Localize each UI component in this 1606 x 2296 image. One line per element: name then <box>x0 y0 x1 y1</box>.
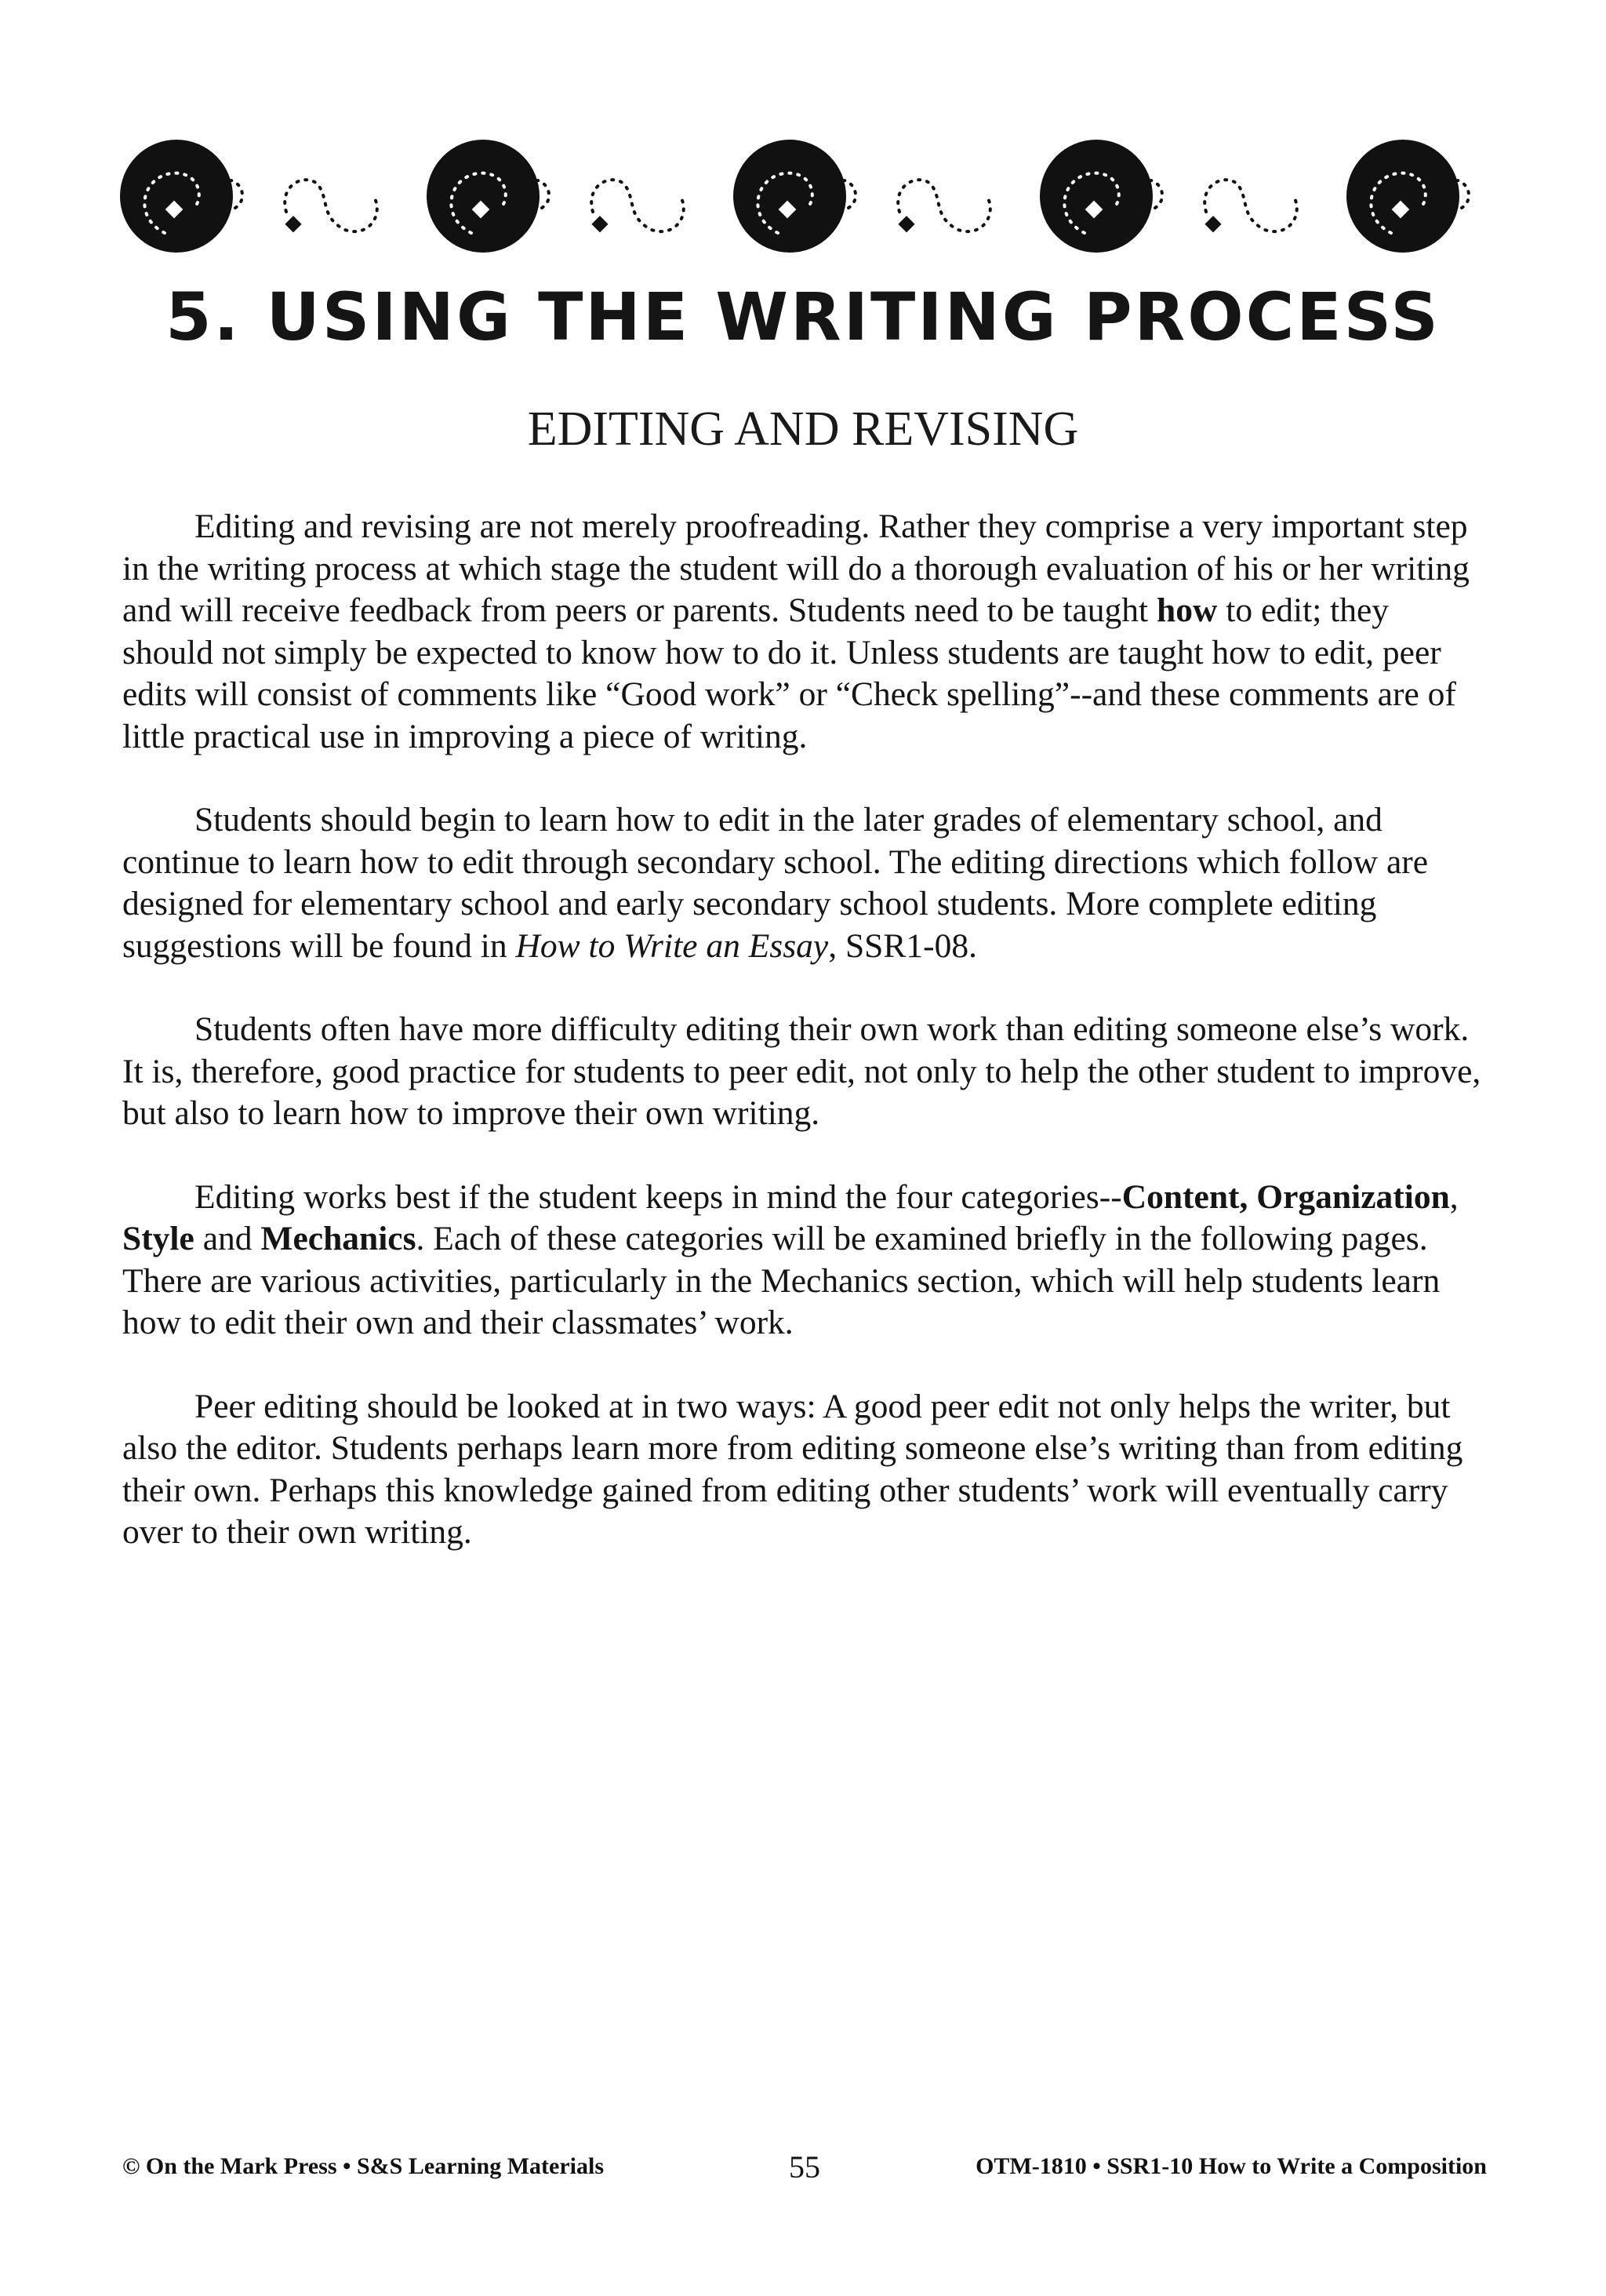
paragraph-text: Students should begin to learn how to edit in the later grades of elementary school, and continue to learn how to edit through secondary school. The editing directions which follow are designed for elementary school and early secondary school students. More complete editing suggestions will be found in <box>122 801 1429 965</box>
wave-ornament-icon <box>538 180 684 232</box>
wave-ornament-icon <box>231 180 377 232</box>
circle-ornament-icon <box>1346 140 1459 253</box>
paragraph <box>122 1386 1487 1554</box>
paragraph-text: Editing and revising are not merely proofreading. Rather they comprise a very important step in the writing process at which stage the student will do a thorough evaluation of his or her writing and will receive feedback from peers or parents. Students need to be taught <box>122 508 1470 629</box>
paragraph-text: . Each of these categories will be examined briefly in the following pages. There are various activities, particularly in the Mechanics section, which will help students learn how to edit their own and their classmates’ work. <box>122 1220 1441 1341</box>
body-text <box>122 506 1487 1596</box>
paragraph-text: , <box>1449 1177 1459 1216</box>
paragraph-text: to edit; they should not simply be expected to know how to do it. Unless students are taught how to edit, peer edits will consist of comments like “Good work” or “Check spelling”--and these comments are of little practical use in improving a piece of writing. <box>122 591 1456 755</box>
paragraph-text: Peer editing should be looked at in two ways: A good peer edit not only helps the writer, but also the editor. Students perhaps learn more from editing someone else’s writing than from editing their own. Perhaps this knowledge gained from editing other students’ work will eventually carry over to their own writing. <box>122 1387 1463 1551</box>
paragraph <box>122 506 1487 758</box>
footer-product-code: OTM-1810 • SSR1-10 How to Write a Composition <box>976 2153 1487 2179</box>
book-title: How to Write an Essay <box>515 926 829 965</box>
page-number: 55 <box>789 2149 820 2185</box>
circle-ornament-icon <box>1040 140 1153 253</box>
category-style: Style <box>122 1220 194 1257</box>
paragraph-text: and <box>202 1220 253 1257</box>
paragraph <box>122 1177 1487 1344</box>
category-content: Content, <box>1121 1177 1248 1216</box>
category-mechanics: Mechanics <box>260 1220 416 1257</box>
page-footer <box>122 2149 1487 2192</box>
emphasis-how: how <box>1157 591 1218 629</box>
paragraph-text: , SSR1-08. <box>828 926 977 965</box>
section-subtitle: EDITING AND REVISING <box>527 402 1079 456</box>
circle-ornament-icon <box>427 140 540 253</box>
circle-ornament-icon <box>120 140 233 253</box>
category-organization: Organization <box>1256 1177 1450 1216</box>
page-title: 5. USING THE WRITING PROCESS <box>165 278 1441 355</box>
paragraph-text: Students often have more difficulty editing their own work than editing someone else’s work. It is, therefore, good practice for students to peer edit, not only to help the other student to improve, but also to learn how to improve their own writing. <box>122 1010 1481 1132</box>
paragraph <box>122 1009 1487 1135</box>
wave-ornament-icon <box>845 180 990 232</box>
decorative-border <box>118 137 1490 263</box>
paragraph-text: Editing works best if the student keeps in mind the four categories-- <box>194 1177 1122 1216</box>
wave-ornament-icon <box>1151 180 1297 232</box>
footer-publisher: © On the Mark Press • S&S Learning Materials <box>122 2153 604 2179</box>
paragraph <box>122 799 1487 967</box>
circle-ornament-icon <box>733 140 846 253</box>
